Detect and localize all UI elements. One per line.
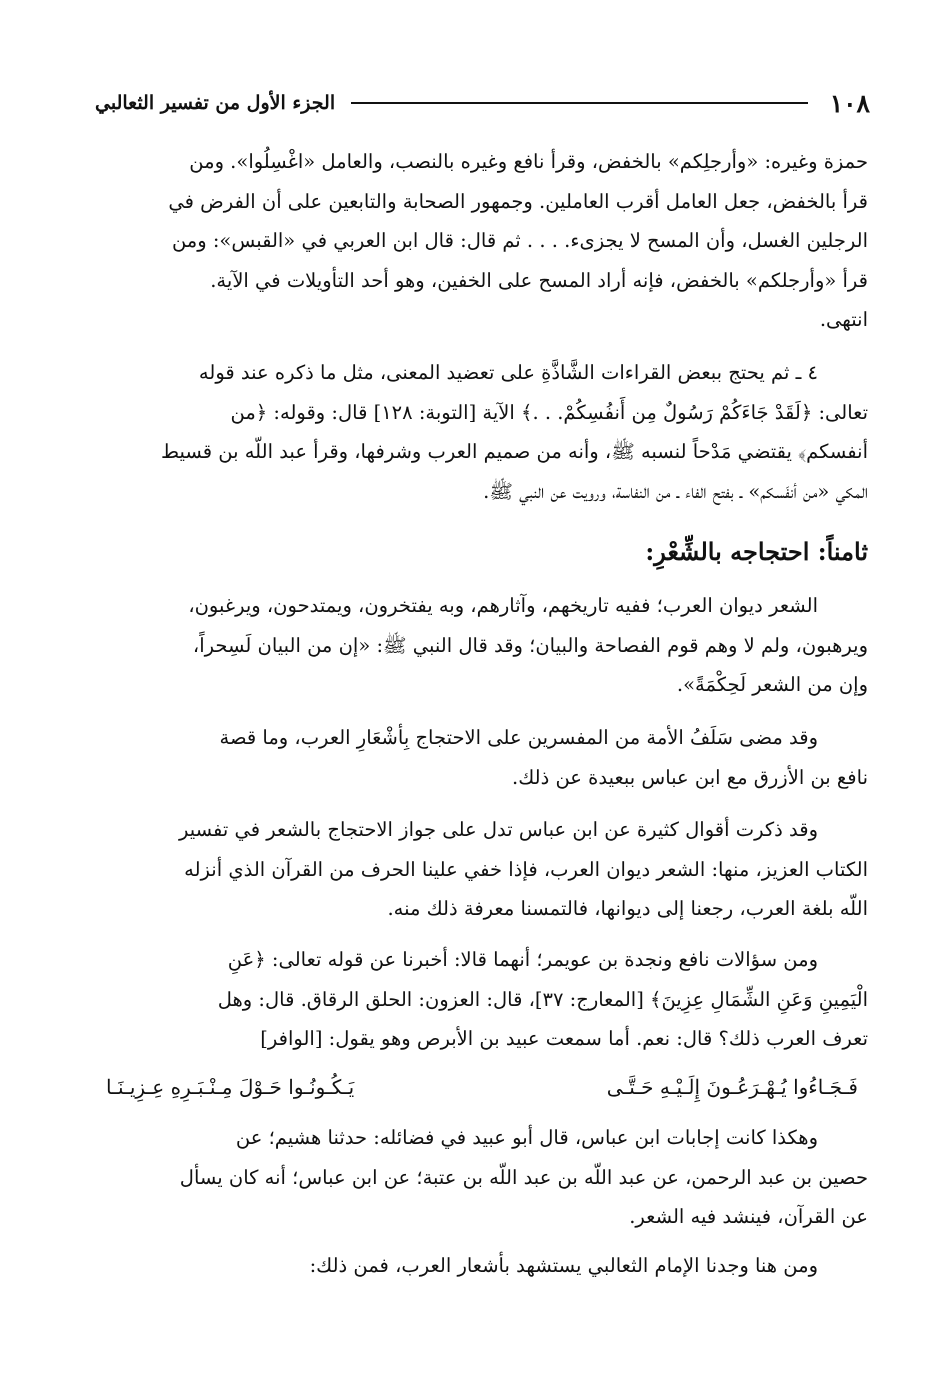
text-line: حمزة وغيره: «وأرجلِكم» بالخفض، وقرأ نافع وغيره بالنصب، والعامل «اغْسِلُوا». ومن [189, 150, 868, 173]
paragraph-8 [96, 1246, 868, 1286]
text-line: وقد ذكرت أقوال كثيرة عن ابن عباس تدل على جواز الاحتجاج بالشعر في تفسير [178, 818, 818, 841]
verse-second-hemistich: يَـكُـونُـوا حَـوْلَ مِـنْـبَـرِهِ عِـزِيـنَـا [106, 1075, 355, 1099]
text-line: أنفسكم﴾ يقتضي مَدْحاً لنسبه ﷺ، وأنه من صميم العرب وشرفها، وقرأ عبد اللّه بن قسيط [160, 440, 868, 463]
paragraph-4 [96, 718, 868, 797]
verse-first-hemistich: فَـجَـاءُوا يُـهْـرَعُـونَ إِلَـيْـهِ حَـتَّـى [606, 1075, 858, 1099]
text-line: حصين بن عبد الرحمن، عن عبد اللّه بن عبد اللّه بن عتبة؛ عن ابن عباس؛ أنه كان يسأل [179, 1165, 868, 1189]
section-heading: ثامناً: احتجاجه بالشِّعْرِ: [645, 537, 868, 566]
paragraph-6 [96, 940, 868, 1059]
text-line: قرأ بالخفض، جعل العامل أقرب العاملين. وجمهور الصحابة والتابعين على أن الفرض في [168, 189, 868, 213]
text-line: نافع بن الأزرق مع ابن عباس ببعيدة عن ذلك. [512, 765, 868, 789]
header-rule [351, 102, 808, 104]
text-line: الشعر ديوان العرب؛ ففيه تاريخهم، وآثارهم، وبه يفتخرون، ويمتدحون، ويرغبون، [188, 594, 818, 617]
page-number: ١٠٨ [829, 88, 870, 118]
text-line: الكتاب العزيز، منها: الشعر ديوان العرب، فإذا خفي علينا الحرف من القرآن الذي أنزله [184, 857, 868, 881]
running-title: الجزء الأول من تفسير الثعالبي [95, 92, 336, 114]
text-line: المكي «من أنفَسكم» ـ بفتح الفاء ـ من النفاسة، ورويت عن النبي ﷺ. [483, 479, 868, 503]
paragraph-3 [96, 586, 868, 705]
poetry-verse [96, 1066, 868, 1108]
text-line: ويرهبون، ولم لا وهم قوم الفصاحة والبيان؛ وقد قال النبي ﷺ: «إن من البيان لَسِحراً، [192, 633, 868, 657]
paragraph-1 [96, 142, 868, 340]
text-line: وإن من الشعر لَحِكْمَةً». [676, 673, 868, 696]
text-line: قرأ «وأرجلكم» بالخفض، فإنه أراد المسح على الخفين، وهو أحد التأويلات في الآية. [210, 268, 868, 292]
text-line: تعرف العرب ذلك؟ قال: نعم. أما سمعت عبيد بن الأبرص وهو يقول: [الوافر] [260, 1027, 868, 1050]
paragraph-2 [96, 353, 868, 511]
text-line: وقد مضى سَلَفُ الأمة من المفسرين على الاحتجاج بِأشْعَارِ العرب، وما قصة [219, 726, 818, 749]
text-line: عن القرآن، فينشد فيه الشعر. [629, 1205, 868, 1228]
text-line: تعالى: ﴿لَقَدْ جَاءَكُمْ رَسُولٌ مِن أَنفُسِكُمْ. . .﴾ الآية [التوبة: ١٢٨] قال: وقوله: ﴿من [230, 400, 868, 424]
text-line: ٤ ـ ثم يحتج ببعض القراءات الشَّاذَّةِ على تعضيد المعنى، مثل ما ذكره عند قوله [198, 361, 818, 384]
paragraph-7 [96, 1118, 868, 1237]
text-line: الرجلين الغسل، وأن المسح لا يجزىء. . . . ثم قال: قال ابن العربي في «القبس»: ومن [171, 229, 868, 252]
text-line: ومن سؤالات نافع ونجدة بن عويمر؛ أنهما قالا: أخبرنا عن قوله تعالى: ﴿عَنِ [227, 948, 818, 971]
paragraph-5 [96, 810, 868, 929]
text-line: اللّه بلغة العرب، رجعنا إلى ديوانها، فالتمسنا معرفة ذلك منه. [387, 897, 868, 920]
text-line: انتهى. [819, 308, 868, 331]
text-line: الْيَمِينِ وَعَنِ الشِّمَالِ عِزِينَ﴾ [المعارج: ٣٧]، قال: العزون: الحلق الرقاق. قال: وهل [217, 987, 868, 1011]
text-line: ومن هنا وجدنا الإمام الثعالبي يستشهد بأشعار العرب، فمن ذلك: [309, 1254, 818, 1277]
page-header [95, 86, 870, 120]
text-line: وهكذا كانت إجابات ابن عباس، قال أبو عبيد في فضائله: حدثنا هشيم؛ عن [235, 1126, 818, 1149]
